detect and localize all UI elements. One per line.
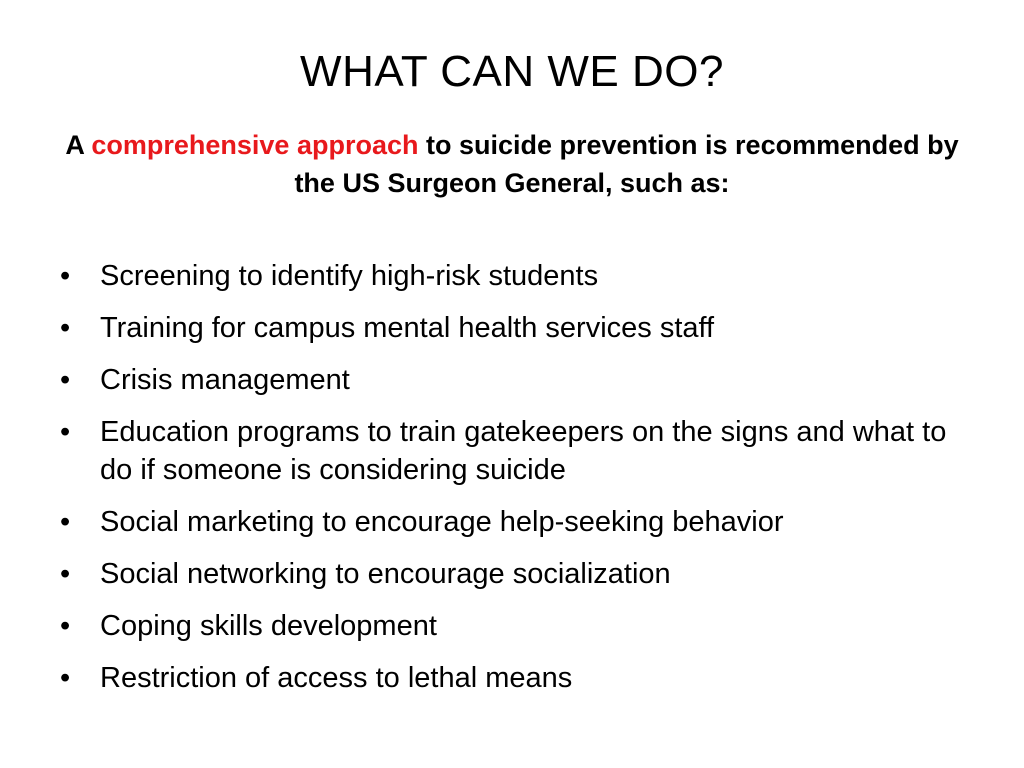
bullet-text: Training for campus mental health services staff bbox=[100, 312, 715, 344]
subtitle-prefix: A bbox=[65, 130, 92, 160]
subtitle-highlight: comprehensive approach bbox=[91, 130, 419, 160]
bullet-item bbox=[58, 607, 978, 645]
bullet-icon: • bbox=[60, 260, 71, 292]
bullet-item bbox=[58, 413, 978, 489]
bullet-item bbox=[58, 309, 978, 347]
subtitle-suffix: to suicide prevention is recommended by the US Surgeon General, such as: bbox=[294, 130, 959, 198]
slide-title: WHAT CAN WE DO? bbox=[300, 47, 724, 96]
bullet-text: Social marketing to encourage help-seeking behavior bbox=[100, 506, 784, 538]
bullet-text: Coping skills development bbox=[100, 610, 437, 642]
bullet-icon: • bbox=[60, 506, 71, 538]
bullet-icon: • bbox=[60, 364, 71, 396]
bullet-text: Education programs to train gatekeepers on the signs and what to do if someone is considering suicide bbox=[100, 416, 947, 486]
bullet-text: Restriction of access to lethal means bbox=[100, 662, 573, 694]
bullet-icon: • bbox=[60, 312, 71, 344]
bullet-text: Social networking to encourage socialization bbox=[100, 558, 671, 590]
bullet-icon: • bbox=[60, 558, 71, 590]
bullet-item bbox=[58, 361, 978, 399]
slide-subtitle bbox=[60, 126, 964, 202]
bullet-icon: • bbox=[60, 416, 71, 448]
bullet-icon: • bbox=[60, 610, 71, 642]
bullet-icon: • bbox=[60, 662, 71, 694]
bullet-text: Crisis management bbox=[100, 364, 350, 396]
bullet-list bbox=[58, 257, 978, 711]
bullet-text: Screening to identify high-risk students bbox=[100, 260, 599, 292]
bullet-item bbox=[58, 659, 978, 697]
bullet-item bbox=[58, 555, 978, 593]
bullet-item bbox=[58, 257, 978, 295]
bullet-item bbox=[58, 503, 978, 541]
